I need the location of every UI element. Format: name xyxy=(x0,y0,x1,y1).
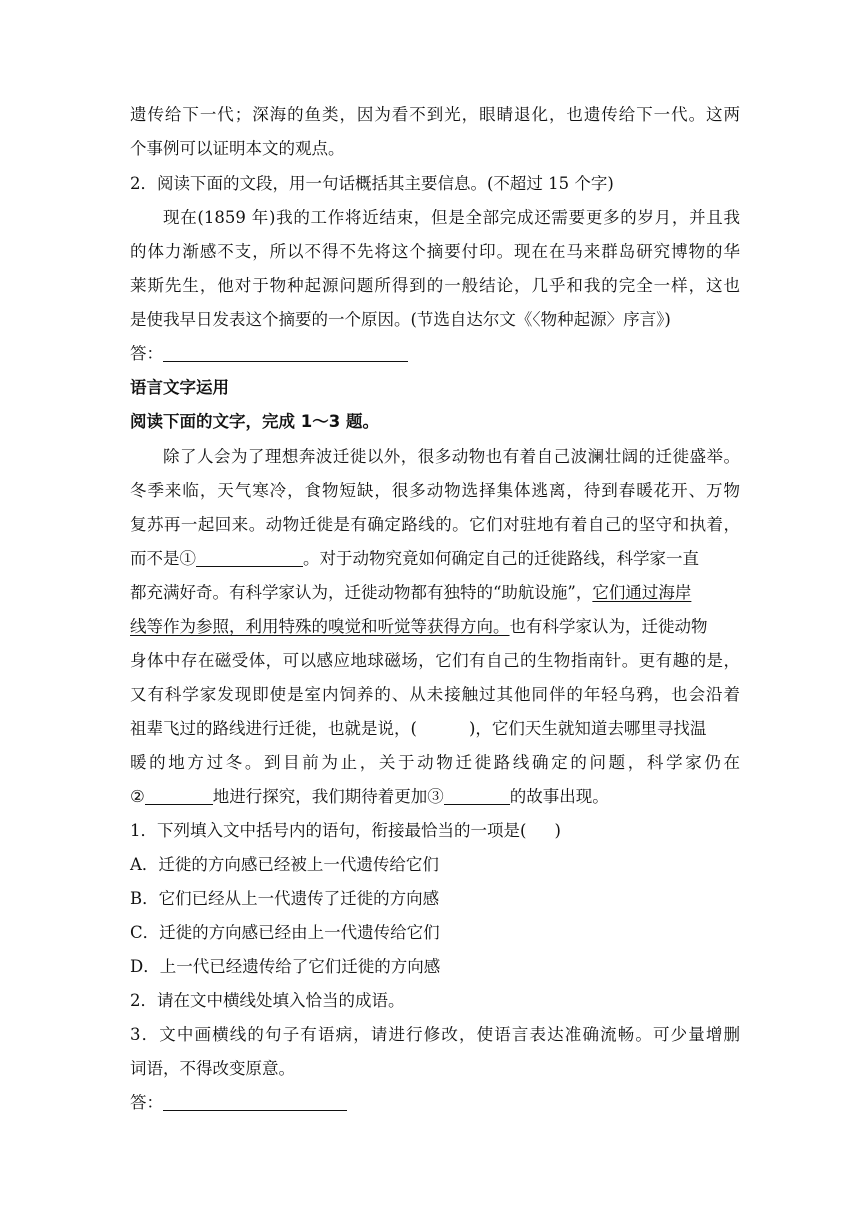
question-3-cont: 词语，不得改变原意。 xyxy=(130,1059,295,1078)
answer-label: 答： xyxy=(130,1093,163,1112)
answer-label: 答： xyxy=(130,344,163,363)
option-a[interactable]: A．迁徙的方向感已经被上一代遗传给它们 xyxy=(130,855,439,874)
passage-line: 暖的地方过冬。到目前为止，关于动物迁徙路线确定的问题，科学家仍在 xyxy=(130,753,740,772)
underlined-sentence: 它们通过海岸 xyxy=(592,583,692,602)
passage-text: 祖辈飞过的路线进行迁徙，也就是说，( xyxy=(130,719,417,738)
passage-text: 都充满好奇。有科学家认为，迁徙动物都有独特的“助航设施”， xyxy=(130,583,593,602)
excerpt-line: 的体力渐感不支，所以不得不先将这个摘要付印。现在在马来群岛研究博物的华 xyxy=(130,242,740,261)
question-1 xyxy=(130,819,740,843)
excerpt-line: 现在(1859 年)我的工作将近结束，但是全部完成还需要更多的岁月，并且我 xyxy=(163,208,740,227)
answer-line xyxy=(130,342,740,366)
passage-line xyxy=(130,615,740,639)
question-2: 2．请在文中横线处填入恰当的成语。 xyxy=(130,991,405,1010)
blank-2-label: ② xyxy=(130,787,145,806)
passage-text: )，它们天生就知道去哪里寻找温 xyxy=(468,719,707,738)
question-1-prompt: 1．下列填入文中括号内的语句，衔接最恰当的一项是( xyxy=(130,821,527,840)
excerpt-line: 是使我早日发表这个摘要的一个原因。(节选自达尔文《〈物种起源〉序言》) xyxy=(130,310,671,329)
option-d[interactable]: D．上一代已经遗传给了它们迁徙的方向感 xyxy=(130,957,441,976)
passage-line: 冬季来临，天气寒冷，食物短缺，很多动物选择集体逃离，待到春暖花开、万物 xyxy=(130,481,740,500)
passage-line xyxy=(130,581,740,605)
question-1-close: ) xyxy=(554,821,561,840)
passage-line: 复苏再一起回来。动物迁徙是有确定路线的。它们对驻地有着自己的坚守和执着， xyxy=(130,515,740,534)
underlined-sentence: 线等作为参照，利用特殊的嗅觉和听觉等获得方向。 xyxy=(130,617,510,636)
passage-line: 又有科学家发现即使是室内饲养的、从未接触过其他同伴的年轻乌鸦，也会沿着 xyxy=(130,685,740,704)
option-b[interactable]: B．它们已经从上一代遗传了迁徙的方向感 xyxy=(130,889,440,908)
passage-line: 个事例可以证明本文的观点。 xyxy=(130,139,345,158)
blank-3[interactable] xyxy=(444,786,510,805)
passage-text: 。对于动物究竟如何确定自己的迁徙路线，科学家一直 xyxy=(303,549,699,568)
passage-line: 遗传给下一代；深海的鱼类，因为看不到光，眼睛退化，也遗传给下一代。这两 xyxy=(130,105,740,124)
blank-1[interactable] xyxy=(196,548,303,567)
passage-line xyxy=(130,717,740,741)
section-heading: 语言文字运用 xyxy=(130,378,229,397)
option-c[interactable]: C．迁徙的方向感已经由上一代遗传给它们 xyxy=(130,923,440,942)
passage-line xyxy=(130,785,740,809)
excerpt-line: 莱斯先生，他对于物种起源问题所得到的一般结论，几乎和我的完全一样，这也 xyxy=(130,276,740,295)
passage-text: 的故事出现。 xyxy=(509,787,609,806)
blank-1-label: 而不是① xyxy=(130,549,196,568)
answer-line xyxy=(130,1091,740,1115)
passage-text: 也有科学家认为，迁徙动物 xyxy=(509,617,708,636)
passage-line xyxy=(130,547,740,571)
passage-text: 地进行探究，我们期待着更加③ xyxy=(212,787,444,806)
instruction: 阅读下面的文字，完成 1～3 题。 xyxy=(130,412,379,431)
passage-line: 除了人会为了理想奔波迁徙以外，很多动物也有着自己波澜壮阔的迁徙盛举。 xyxy=(163,447,740,466)
question-2-prompt: 2．阅读下面的文段，用一句话概括其主要信息。(不超过 15 个字) xyxy=(130,174,614,193)
blank-2[interactable] xyxy=(145,786,213,805)
passage-line: 身体中存在磁受体，可以感应地球磁场，它们有自己的生物指南针。更有趣的是， xyxy=(130,651,740,670)
answer-blank[interactable] xyxy=(163,343,408,362)
question-3: 3．文中画横线的句子有语病，请进行修改，使语言表达准确流畅。可少量增删 xyxy=(130,1025,740,1044)
answer-blank[interactable] xyxy=(163,1092,347,1111)
